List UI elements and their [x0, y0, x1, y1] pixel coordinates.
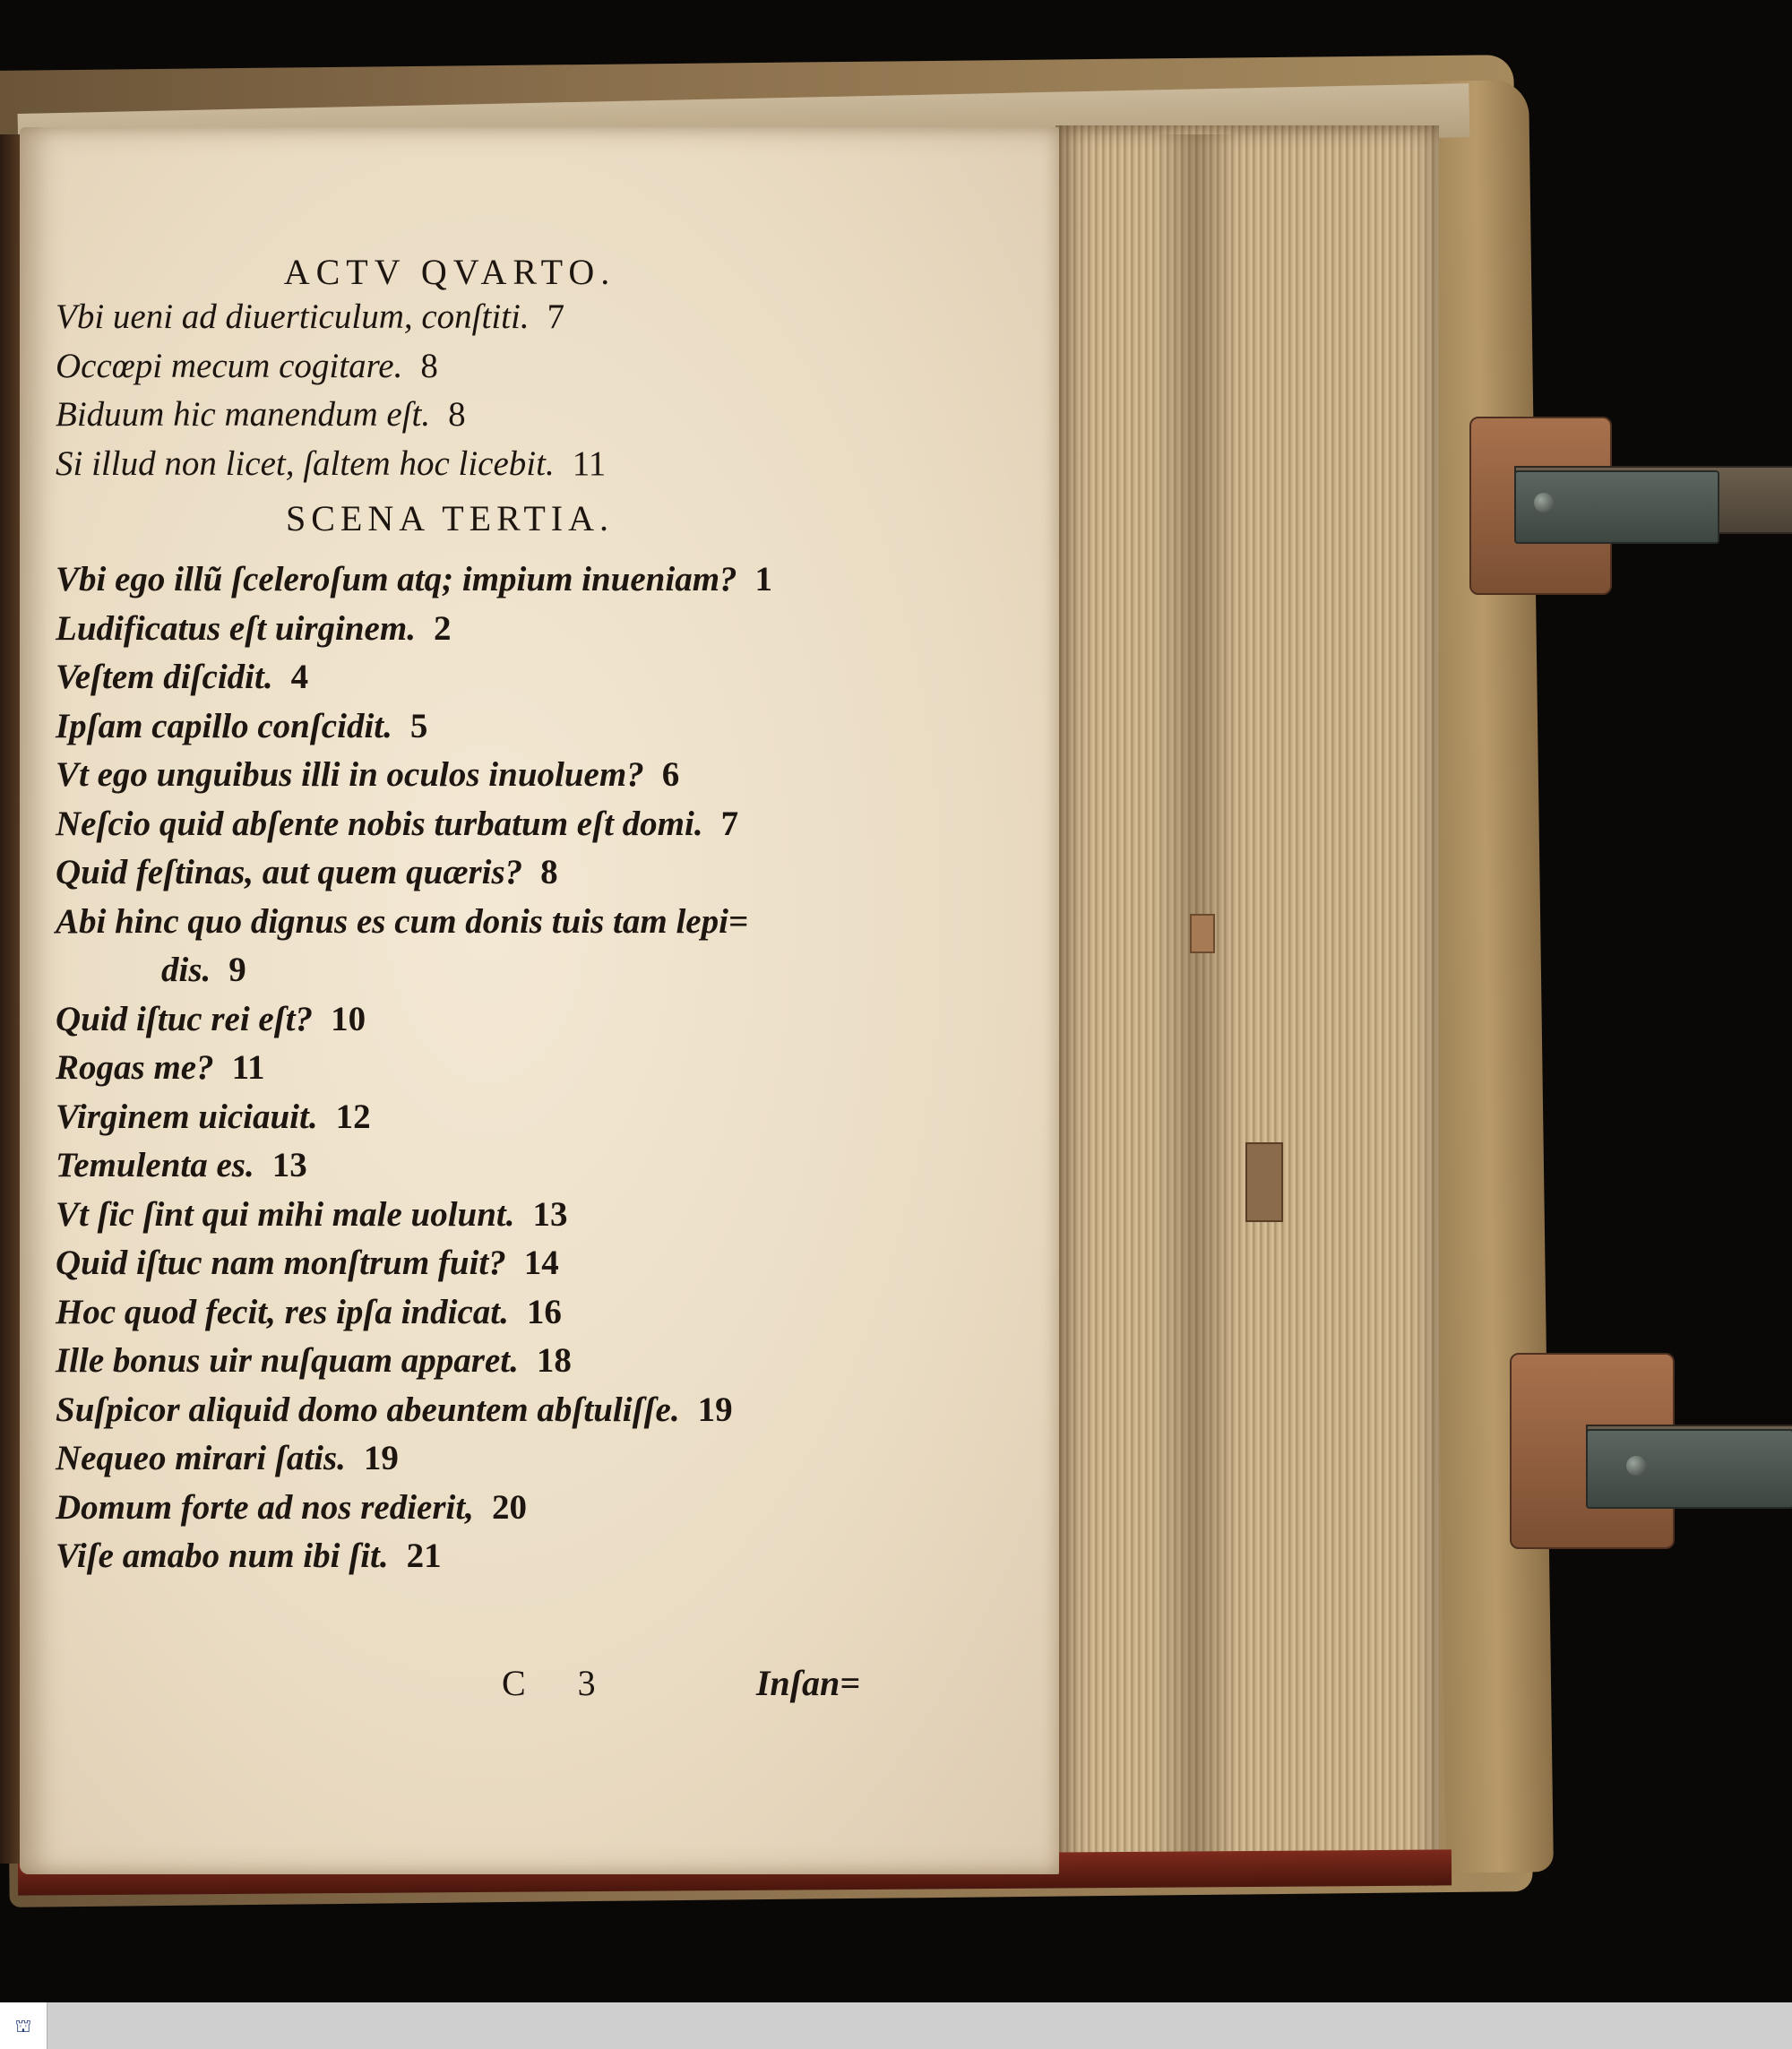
verse-number: 11 — [572, 443, 607, 483]
verse-number: 8 — [540, 853, 558, 891]
verse-text: Occœpi mecum cogitare. — [56, 346, 403, 385]
verse-line — [56, 1484, 844, 1533]
verse-text: Si illud non licet, ſaltem hoc licebit. — [56, 443, 555, 483]
verse-number: 9 — [228, 951, 246, 989]
verse-number: 12 — [335, 1097, 371, 1136]
verse-number: 14 — [523, 1244, 559, 1282]
page-footer-line — [502, 1662, 860, 1704]
verse-line — [56, 1532, 844, 1581]
verse-line — [56, 391, 844, 440]
page-text — [56, 251, 844, 1581]
rivet-icon — [1534, 493, 1554, 512]
library-logo — [0, 2002, 47, 2049]
page-tab-marker — [1245, 1142, 1283, 1222]
rivet-icon — [1626, 1456, 1646, 1476]
verse-line — [56, 1434, 844, 1484]
catchword: Inſan= — [755, 1663, 860, 1703]
verse-line — [56, 751, 844, 800]
verse-line — [56, 1044, 844, 1093]
verse-text: Quid feſtinas, aut quem quæris? — [56, 853, 523, 891]
verse-number: 21 — [406, 1537, 442, 1575]
verse-line — [56, 293, 844, 342]
page-tab-marker — [1190, 914, 1215, 953]
verse-text: Ludificatus eſt uirginem. — [56, 608, 416, 648]
verse-line — [56, 555, 844, 605]
verse-text: Temulenta es. — [56, 1146, 254, 1184]
verse-line — [56, 1288, 844, 1338]
verse-number: 8 — [448, 395, 466, 434]
verse-number: 5 — [409, 706, 428, 745]
signature-mark: C 3 — [502, 1663, 617, 1703]
verse-number: 7 — [547, 297, 565, 336]
verse-line — [56, 800, 844, 849]
verse-text: Ille bonus uir nuſquam apparet. — [56, 1341, 519, 1380]
verse-text: Nequeo mirari ſatis. — [56, 1439, 346, 1477]
running-head: ACTV QVARTO. — [283, 252, 616, 292]
page-block-shadow — [1156, 134, 1236, 1873]
verse-text: Virginem uiciauit. — [56, 1097, 318, 1136]
verse-line — [56, 946, 844, 995]
verse-text: Vt ſic ſint qui mihi male uolunt. — [56, 1194, 515, 1234]
verse-text: Ipſam capillo conſcidit. — [56, 706, 392, 745]
verse-line — [56, 898, 844, 947]
verse-text: Veſtem diſcidit. — [56, 658, 273, 696]
verse-number: 19 — [697, 1390, 733, 1429]
verse-text: Quid iſtuc nam monſtrum fuit? — [56, 1244, 506, 1282]
verse-text: Vbi ueni ad diuerticulum, conſtiti. — [56, 297, 530, 336]
verse-number: 6 — [661, 755, 680, 794]
verse-number: 11 — [231, 1048, 265, 1087]
verse-line — [56, 1093, 844, 1142]
verse-number: 2 — [433, 608, 452, 648]
verse-text: Biduum hic manendum eſt. — [56, 395, 431, 434]
verse-number: 8 — [420, 346, 438, 385]
verse-line — [56, 1337, 844, 1386]
verse-number: 13 — [532, 1194, 568, 1234]
verse-number: 4 — [290, 658, 309, 696]
verse-text: Hoc quod fecit, res ipſa indicat. — [56, 1292, 509, 1331]
verse-line — [56, 440, 844, 489]
verse-text: Quid iſtuc rei eſt? — [56, 999, 314, 1038]
verse-line — [56, 848, 844, 898]
verse-line — [56, 653, 844, 702]
verse-line — [56, 995, 844, 1045]
verse-line — [56, 605, 844, 654]
verse-list-scene — [56, 555, 844, 1581]
verse-text: Suſpicor aliquid domo abeuntem abſtuliſſe. — [56, 1390, 680, 1429]
verse-number: 13 — [271, 1146, 307, 1184]
verse-line — [56, 1386, 844, 1435]
verse-text: dis. — [161, 951, 211, 989]
verse-line — [56, 1141, 844, 1191]
verse-number: 10 — [331, 999, 366, 1038]
verse-number: 18 — [536, 1341, 572, 1380]
verse-number: 20 — [491, 1487, 527, 1527]
verse-line — [56, 1239, 844, 1288]
verse-line — [56, 1191, 844, 1240]
verse-list-top — [56, 293, 844, 488]
page-block-edges — [1055, 125, 1439, 1886]
verse-number: 1 — [754, 560, 773, 598]
verse-text: Abi hinc quo dignus es cum donis tuis tam lepi= — [56, 901, 749, 941]
verse-line — [56, 702, 844, 752]
verse-text: Domum forte ad nos redierit, — [56, 1487, 474, 1527]
verse-text: Rogas me? — [56, 1048, 214, 1087]
verse-number: 19 — [363, 1439, 399, 1477]
library-logo-icon: ⛫ — [14, 2015, 32, 2036]
verse-line — [56, 342, 844, 392]
verse-text: Neſcio quid abſente nobis turbatum eſt domi. — [56, 804, 703, 843]
verse-text: Vt ego unguibus illi in oculos inuoluem? — [56, 755, 644, 794]
scene-title: SCENA TERTIA. — [286, 498, 614, 538]
verse-text: Vbi ego illũ ſceleroſum atq; impium inueniam? — [56, 560, 737, 598]
clasp-metal-bottom — [1586, 1429, 1792, 1509]
viewer-footer-bar — [0, 2002, 1792, 2049]
verse-number: 7 — [720, 804, 739, 843]
verse-number: 16 — [526, 1292, 562, 1331]
verse-text: Viſe amabo num ibi ſit. — [56, 1537, 389, 1575]
